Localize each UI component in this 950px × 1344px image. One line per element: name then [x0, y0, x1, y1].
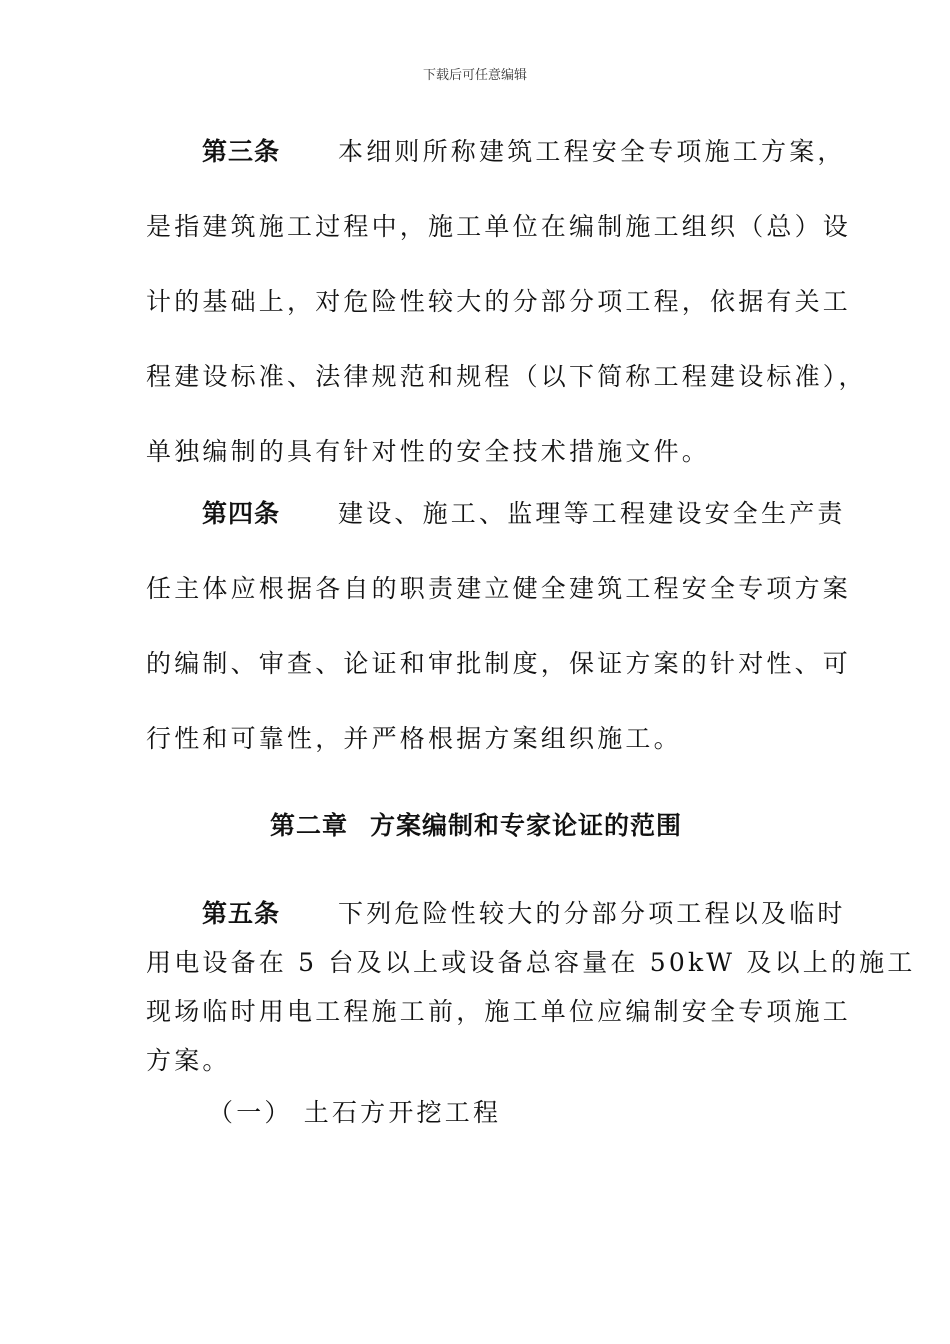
chapter-heading	[146, 806, 806, 842]
article4-line-1	[202, 494, 846, 530]
article5-line-2: 用电设备在 5 台及以上或设备总容量在 50kW 及以上的施工	[146, 948, 916, 977]
header-note: 下载后可任意编辑	[422, 68, 527, 83]
article3-line-4: 程建设标准、法律规范和规程（以下简称工程建设标准），	[146, 362, 867, 391]
article3-line-5: 单独编制的具有针对性的安全技术措施文件。	[146, 437, 711, 466]
article5-text-1: 下列危险性较大的分部分项工程以及临时	[338, 899, 846, 928]
article3-line-2: 是指建筑施工过程中，施工单位在编制施工组织（总）设	[146, 212, 852, 241]
article4-line-4: 行性和可靠性，并严格根据方案组织施工。	[146, 724, 682, 753]
article5-line-3: 现场临时用电工程施工前，施工单位应编制安全专项施工	[146, 997, 852, 1026]
article4-label: 第四条	[202, 499, 281, 528]
article3-text-1: 本细则所称建筑工程安全专项施工方案，	[338, 137, 846, 166]
article4-line-2: 任主体应根据各自的职责建立健全建筑工程安全专项方案	[146, 574, 852, 603]
article4-text-1: 建设、施工、监理等工程建设安全生产责	[338, 499, 846, 528]
article3-label: 第三条	[202, 137, 281, 166]
article3-line-1	[202, 132, 846, 168]
article3-line-3: 计的基础上，对危险性较大的分部分项工程，依据有关工	[146, 287, 852, 316]
article4-line-3: 的编制、审查、论证和审批制度，保证方案的针对性、可	[146, 649, 852, 678]
article5-label: 第五条	[202, 899, 281, 928]
chapter-title: 方案编制和专家论证的范围	[370, 811, 683, 840]
chapter-number: 第二章	[269, 811, 348, 840]
article5-line-1	[202, 894, 846, 930]
item-1: （一） 土石方开挖工程	[208, 1098, 502, 1127]
article5-line-4: 方案。	[146, 1046, 231, 1075]
